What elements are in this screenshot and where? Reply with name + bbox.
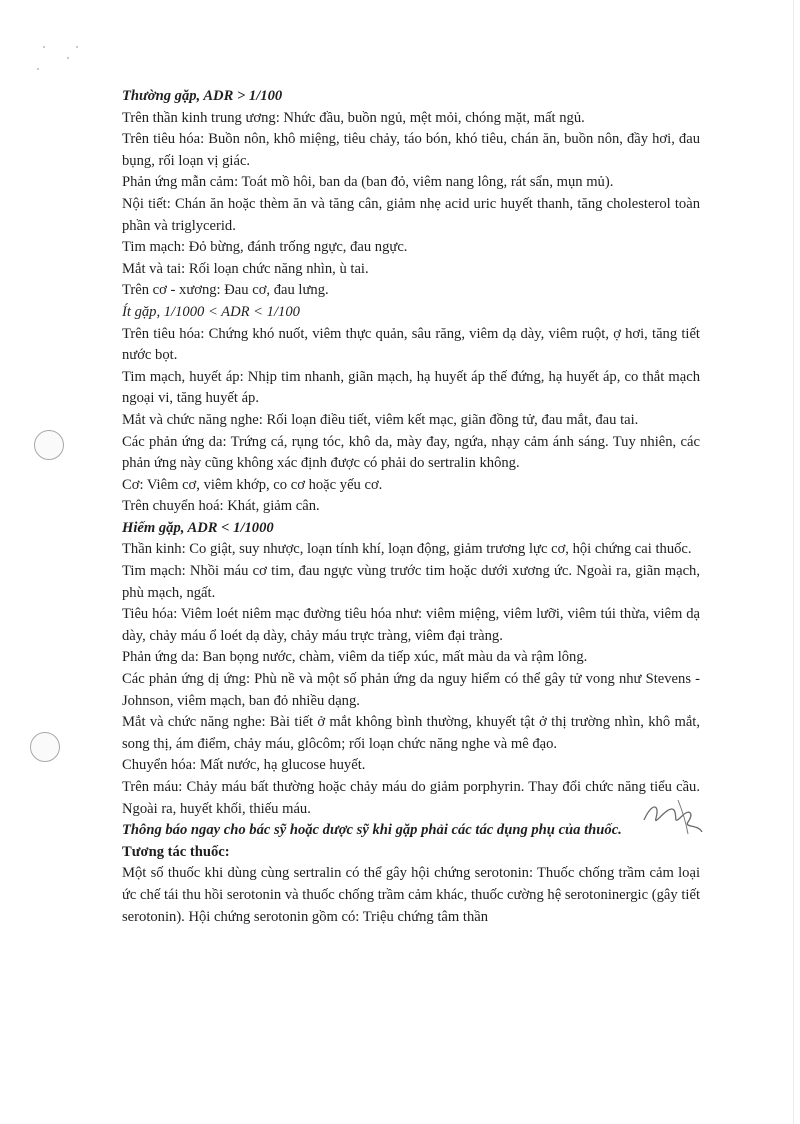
section-heading: Thông báo ngay cho bác sỹ hoặc dược sỹ khi gặp phải các tác dụng phụ của thuốc.: [122, 822, 622, 839]
body-paragraph: Phản ứng da: Ban bọng nước, chàm, viêm da tiếp xúc, mất màu da và rậm lông.: [122, 649, 588, 666]
body-paragraph: Tiêu hóa: Viêm loét niêm mạc đường tiêu hóa như: viêm miệng, viêm lưỡi, viêm túi thừa, viêm dạ dày, chảy máu ổ loét dạ dày, chảy máu trực tràng, viêm đại tràng.: [122, 606, 700, 644]
section-heading: Ít gặp, 1/1000 < ADR < 1/100: [122, 303, 300, 320]
punch-hole-top: [34, 430, 64, 460]
body-paragraph: Mắt và chức năng nghe: Rối loạn điều tiết, viêm kết mạc, giãn đồng tử, đau mắt, đau tai.: [122, 411, 639, 428]
body-paragraph: Trên cơ - xương: Đau cơ, đau lưng.: [122, 282, 329, 299]
document-body: [122, 86, 700, 928]
section-heading: Hiếm gặp, ADR < 1/1000: [122, 519, 274, 536]
scan-speck: [76, 46, 78, 48]
body-paragraph: Trên chuyển hoá: Khát, giảm cân.: [122, 498, 320, 515]
body-paragraph: Mắt và tai: Rối loạn chức năng nhìn, ù tai.: [122, 260, 369, 277]
body-paragraph: Tim mạch, huyết áp: Nhịp tim nhanh, giãn mạch, hạ huyết áp thế đứng, hạ huyết áp, co thắt mạch ngoại vi, tăng huyết áp.: [122, 368, 700, 407]
body-paragraph: Trên tiêu hóa: Chứng khó nuốt, viêm thực quản, sâu răng, viêm dạ dày, viêm ruột, ợ hơi, tăng tiết nước bọt.: [122, 325, 700, 364]
section-heading: Thường gặp, ADR > 1/100: [122, 88, 283, 104]
body-paragraph: Thần kinh: Co giật, suy nhược, loạn tính khí, loạn động, giảm trương lực cơ, hội chứng cai thuốc.: [122, 541, 692, 558]
body-paragraph: Nội tiết: Chán ăn hoặc thèm ăn và tăng cân, giảm nhẹ acid uric huyết thanh, tăng cholesterol toàn phần và triglycerid.: [122, 195, 700, 234]
body-paragraph: Phản ứng mẫn cảm: Toát mồ hôi, ban da (ban đỏ, viêm nang lông, rát sẩn, mụn mủ).: [122, 174, 614, 191]
scan-speck: [43, 46, 45, 48]
punch-hole-bottom: [30, 732, 60, 762]
body-paragraph: Một số thuốc khi dùng cùng sertralin có thể gây hội chứng serotonin: Thuốc chống trầm cảm loại ức chế tái thu hồi serotonin và thuốc chống trầm cảm khác, thuốc cường hệ serotoninergic (gây tiết serotonin). Hội chứng serotonin gồm có: Triệu chứng tâm thần: [122, 865, 700, 925]
section-heading: Tương tác thuốc:: [122, 843, 230, 860]
body-paragraph: Mắt và chức năng nghe: Bài tiết ở mắt không bình thường, khuyết tật ở thị trường nhìn, khô mắt, song thị, ám điểm, chảy máu, glôcôm; rối loạn chức năng nghe và mê đạo.: [122, 714, 700, 752]
body-paragraph: Trên máu: Chảy máu bất thường hoặc chảy máu do giảm porphyrin. Thay đổi chức năng tiểu cầu. Ngoài ra, huyết khối, thiếu máu.: [122, 779, 700, 817]
body-paragraph: Các phản ứng dị ứng: Phù nề và một số phản ứng da nguy hiểm có thể gây tử vong như Stevens - Johnson, viêm mạch, ban đỏ nhiều dạng.: [122, 671, 700, 709]
scan-speck: [67, 57, 69, 59]
scan-edge: [793, 0, 794, 1124]
body-paragraph: Tim mạch: Nhồi máu cơ tim, đau ngực vùng trước tim hoặc dưới xương ức. Ngoài ra, giãn mạch, phù mạch, ngất.: [122, 563, 700, 601]
body-paragraph: Tim mạch: Đỏ bừng, đánh trống ngực, đau ngực.: [122, 239, 408, 256]
body-paragraph: Trên tiêu hóa: Buồn nôn, khô miệng, tiêu chảy, táo bón, khó tiêu, chán ăn, buồn nôn, đầy hơi, đau bụng, rối loạn vị giác.: [122, 131, 700, 169]
body-paragraph: Các phản ứng da: Trứng cá, rụng tóc, khô da, mày đay, ngứa, nhạy cảm ánh sáng. Tuy nhiên, các phản ứng này cũng không xác định được có phải do sertralin không.: [122, 433, 700, 472]
body-paragraph: Chuyển hóa: Mất nước, hạ glucose huyết.: [122, 757, 366, 774]
body-paragraph: Trên thần kinh trung ương: Nhức đầu, buồn ngủ, mệt mỏi, chóng mặt, mất ngủ.: [122, 109, 585, 126]
body-paragraph: Cơ: Viêm cơ, viêm khớp, co cơ hoặc yếu cơ.: [122, 476, 383, 493]
scan-speck: [37, 68, 39, 70]
